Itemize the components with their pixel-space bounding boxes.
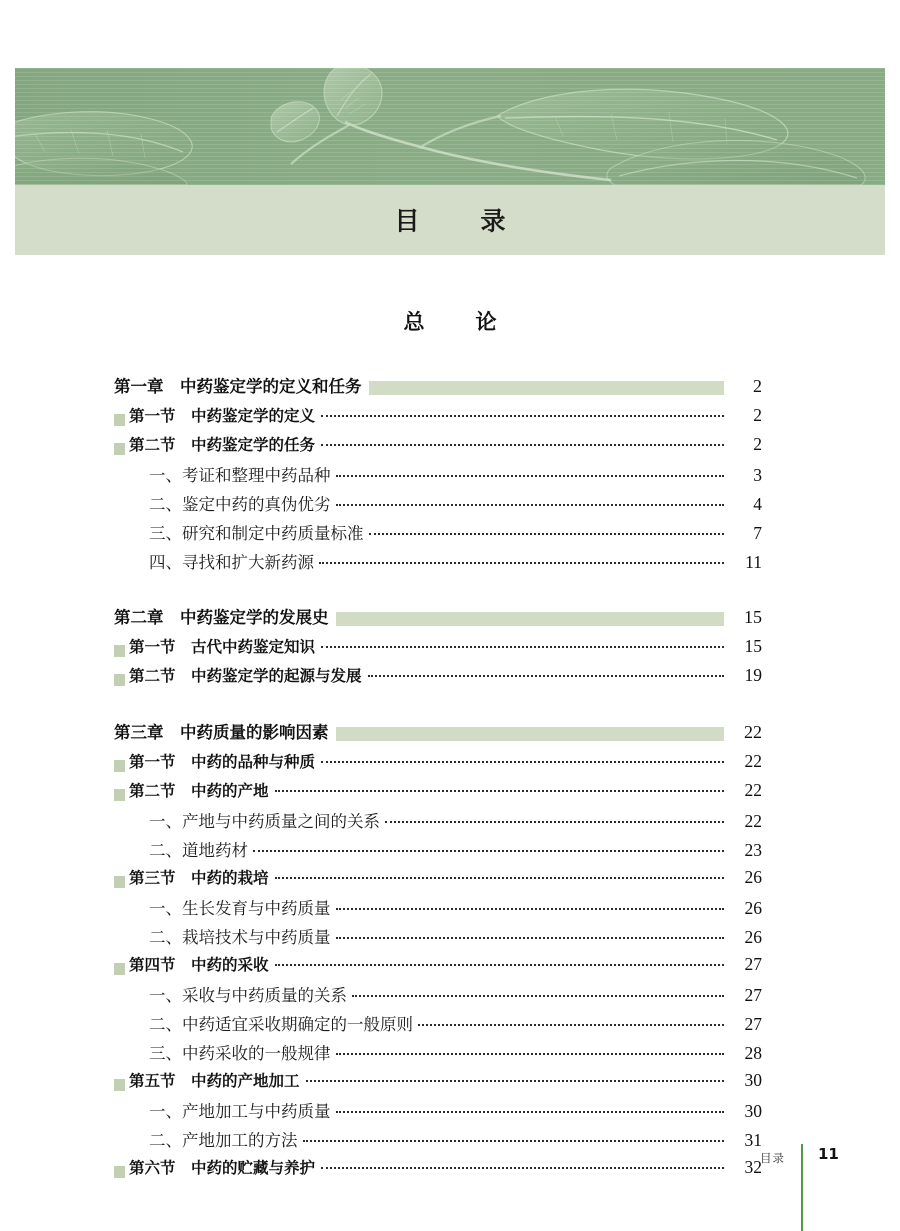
toc-entry-page-number: 19 (744, 665, 762, 685)
toc-entry-page-number: 23 (744, 840, 762, 860)
toc-entry-page-number: 2 (753, 405, 762, 425)
dot-leader (303, 1140, 725, 1142)
toc-entry-page-number: 26 (744, 927, 762, 947)
toc-entry-label: 第三节 中药的栽培 (129, 869, 269, 887)
dot-leader (321, 761, 724, 763)
footer-section-label: 目录 (760, 1151, 785, 1165)
toc-entry-item[interactable] (114, 924, 762, 953)
toc-entry-section[interactable] (114, 404, 762, 433)
toc-entry-label: 四、寻找和扩大新药源 (149, 553, 314, 572)
part-title: 总 论 (403, 310, 512, 334)
toc-leader-dots (321, 405, 724, 421)
toc-entry-label: 第五节 中药的产地加工 (129, 1072, 300, 1090)
toc-entry-page-number: 3 (753, 465, 762, 485)
toc-entry-item[interactable] (114, 520, 762, 549)
toc-entry-chapter[interactable] (114, 373, 762, 404)
toc-entry-label: 一、采收与中药质量的关系 (149, 986, 347, 1005)
toc-entry-page-number: 11 (745, 552, 762, 572)
toc-entry-item[interactable] (114, 982, 762, 1011)
toc-entry-label: 一、产地与中药质量之间的关系 (149, 812, 380, 831)
section-marker-icon (114, 789, 125, 801)
toc-entry-item[interactable] (114, 462, 762, 491)
section-marker-icon (114, 645, 125, 657)
toc-entry-label: 一、产地加工与中药质量 (149, 1102, 331, 1121)
dot-leader (319, 562, 724, 564)
toc-entry-item[interactable] (114, 1040, 762, 1069)
toc-entry-label: 三、中药采收的一般规律 (149, 1044, 331, 1063)
toc-entry-page-number: 15 (744, 607, 762, 627)
dot-leader (336, 1111, 725, 1113)
toc-entry-section[interactable] (114, 1069, 762, 1098)
toc-leader-dots (275, 780, 724, 796)
toc-entry-page-number: 2 (753, 434, 762, 454)
toc-entry-section[interactable] (114, 750, 762, 779)
page-title: 目 录 (394, 206, 524, 236)
section-marker-icon (114, 963, 125, 975)
dot-leader (275, 790, 724, 792)
toc-entry-section[interactable] (114, 953, 762, 982)
toc-leader-dots (321, 636, 724, 652)
toc-entry-label: 第六节 中药的贮藏与养护 (129, 1159, 316, 1177)
toc-entry-label: 第二节 中药的产地 (129, 782, 269, 800)
toc-leader-dots (368, 665, 724, 681)
toc-entry-page-number: 28 (744, 1043, 762, 1063)
dot-leader (369, 533, 725, 535)
section-marker-icon (114, 443, 125, 455)
dot-leader (321, 646, 724, 648)
toc-entry-page-number: 27 (744, 985, 762, 1005)
dot-leader (275, 877, 724, 879)
dot-leader (368, 675, 724, 677)
toc-leader-dots (336, 465, 725, 481)
toc-title-band (15, 185, 885, 255)
footer-page-number: 11 (818, 1145, 839, 1163)
toc-entry-label: 二、中药适宜采收期确定的一般原则 (149, 1015, 413, 1034)
toc-entry-label: 一、考证和整理中药品种 (149, 466, 331, 485)
toc-entry-page-number: 30 (744, 1070, 762, 1090)
toc-entry-page-number: 31 (744, 1130, 762, 1150)
toc-entry-item[interactable] (114, 549, 762, 578)
toc-entry-page-number: 4 (753, 494, 762, 514)
toc-entry-page-number: 22 (744, 780, 762, 800)
toc-entry-label: 第一节 古代中药鉴定知识 (129, 638, 316, 656)
table-of-contents (114, 363, 762, 1185)
toc-entry-label: 第三章 中药质量的影响因素 (114, 723, 329, 742)
toc-entry-label: 三、研究和制定中药质量标准 (149, 524, 364, 543)
toc-leader-dots (336, 898, 725, 914)
toc-entry-chapter[interactable] (114, 719, 762, 750)
dot-leader (253, 850, 724, 852)
toc-entry-page-number: 26 (744, 898, 762, 918)
section-marker-icon (114, 674, 125, 686)
toc-entry-page-number: 30 (744, 1101, 762, 1121)
toc-leader-dots (275, 867, 724, 883)
toc-leader-dots (275, 954, 724, 970)
toc-entry-label: 二、产地加工的方法 (149, 1131, 298, 1150)
dot-leader (336, 475, 725, 477)
toc-entry-page-number: 27 (744, 1014, 762, 1034)
dot-leader (336, 908, 725, 910)
dot-leader (336, 1053, 725, 1055)
page-footer (0, 1144, 900, 1231)
section-marker-icon (114, 760, 125, 772)
dot-leader (321, 444, 724, 446)
toc-leader-dots (319, 552, 724, 568)
toc-entry-section[interactable] (114, 635, 762, 664)
toc-leader-dots (385, 811, 724, 827)
toc-entry-page-number: 22 (744, 751, 762, 771)
toc-entry-section[interactable] (114, 866, 762, 895)
toc-entry-page-number: 32 (744, 1157, 762, 1177)
toc-entry-label: 第一章 中药鉴定学的定义和任务 (114, 377, 362, 396)
toc-entry-section[interactable] (114, 664, 762, 693)
toc-entry-page-number: 15 (744, 636, 762, 656)
toc-leader-dots (321, 751, 724, 767)
toc-entry-label: 第二节 中药鉴定学的起源与发展 (129, 667, 362, 685)
section-marker-icon (114, 414, 125, 426)
toc-leader-bar (336, 612, 725, 626)
toc-leader-dots (336, 927, 725, 943)
toc-entry-label: 二、栽培技术与中药质量 (149, 928, 331, 947)
toc-entry-page-number: 26 (744, 867, 762, 887)
leaf-botanical-illustration (15, 68, 885, 185)
toc-leader-dots (336, 1101, 725, 1117)
toc-entry-label: 第一节 中药鉴定学的定义 (129, 407, 316, 425)
dot-leader (336, 937, 725, 939)
leaf-illustration-svg (15, 68, 885, 185)
toc-leader-dots (352, 985, 724, 1001)
toc-entry-page-number: 27 (744, 954, 762, 974)
toc-entry-section[interactable] (114, 433, 762, 462)
toc-entry-page-number: 22 (744, 722, 762, 742)
toc-entry-label: 第一节 中药的品种与种质 (129, 753, 316, 771)
toc-entry-label: 二、道地药材 (149, 841, 248, 860)
toc-entry-page-number: 7 (753, 523, 762, 543)
toc-leader-dots (336, 1043, 725, 1059)
toc-entry-page-number: 22 (744, 811, 762, 831)
toc-leader-dots (369, 523, 725, 539)
toc-entry-page-number: 2 (753, 376, 762, 396)
toc-entry-item[interactable] (114, 808, 762, 837)
toc-entry-label: 二、鉴定中药的真伪优劣 (149, 495, 331, 514)
toc-entry-chapter[interactable] (114, 604, 762, 635)
toc-entry-item[interactable] (114, 1098, 762, 1127)
toc-entry-item[interactable] (114, 837, 762, 866)
dot-leader (275, 964, 724, 966)
toc-leader-dots (418, 1014, 724, 1030)
toc-leader-bar (369, 381, 725, 395)
toc-entry-label: 第四节 中药的采收 (129, 956, 269, 974)
toc-entry-label: 一、生长发育与中药质量 (149, 899, 331, 918)
toc-entry-label: 第二章 中药鉴定学的发展史 (114, 608, 329, 627)
toc-leader-dots (306, 1070, 724, 1086)
dot-leader (352, 995, 724, 997)
toc-leader-dots (253, 840, 724, 856)
page-header-banner (15, 68, 885, 255)
toc-entry-item[interactable] (114, 895, 762, 924)
toc-entry-item[interactable] (114, 491, 762, 520)
dot-leader (418, 1024, 724, 1026)
dot-leader (306, 1080, 724, 1082)
dot-leader (385, 821, 724, 823)
toc-leader-dots (336, 494, 725, 510)
toc-entry-item[interactable] (114, 1011, 762, 1040)
dot-leader (321, 415, 724, 417)
dot-leader (336, 504, 725, 506)
section-marker-icon (114, 876, 125, 888)
toc-entry-section[interactable] (114, 779, 762, 808)
section-marker-icon (114, 1079, 125, 1091)
toc-entry-label: 第二节 中药鉴定学的任务 (129, 436, 316, 454)
footer-divider (801, 1144, 803, 1231)
toc-leader-bar (336, 727, 725, 741)
toc-leader-dots (321, 434, 724, 450)
